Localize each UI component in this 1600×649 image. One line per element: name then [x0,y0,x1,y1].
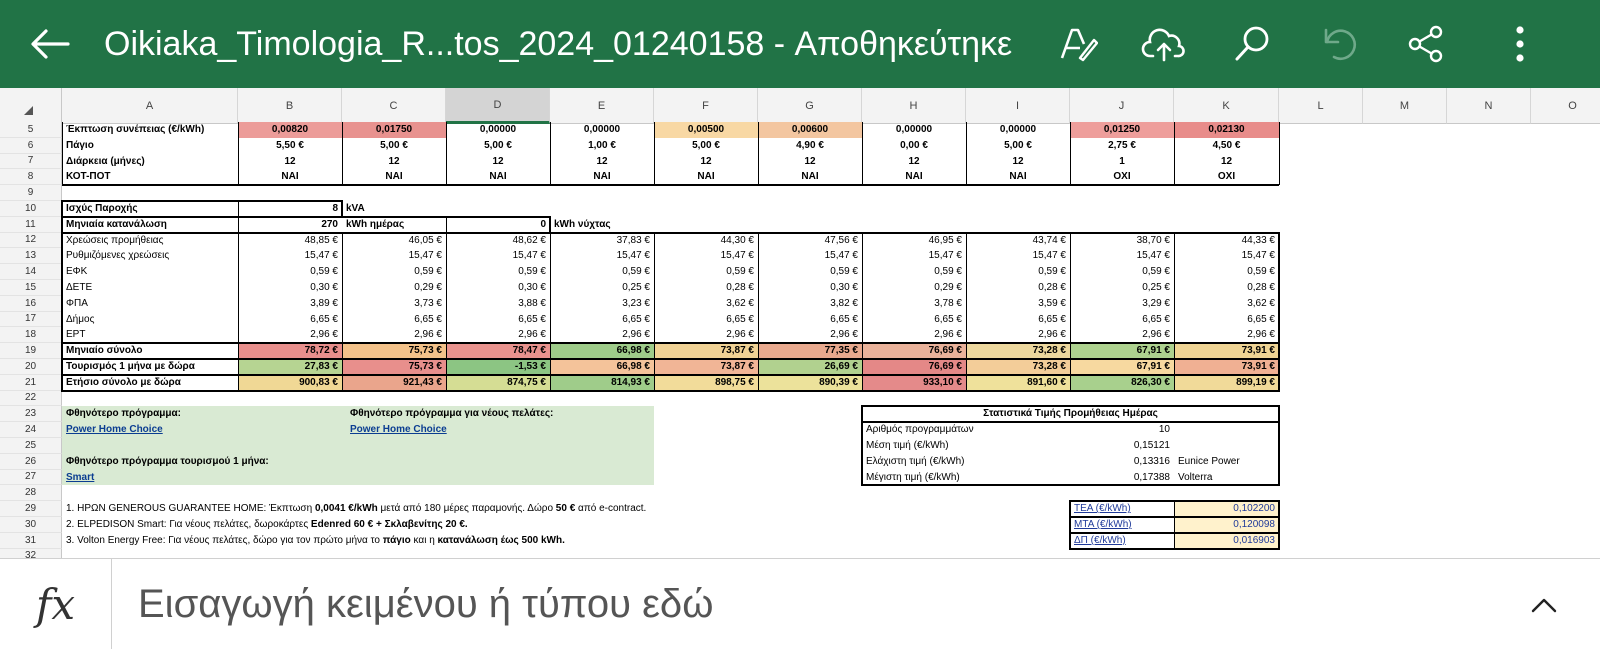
value-cell[interactable]: 933,10 € [923,376,962,388]
stats-value[interactable]: 0,15121 [1133,440,1170,451]
stats-name[interactable] [1174,422,1279,438]
value-cell[interactable]: 2,96 € [830,329,858,341]
value-cell[interactable]: 5,00 € [484,139,512,151]
row-label[interactable]: Δήμος [66,313,95,325]
value-cell[interactable]: 5,50 € [276,139,304,151]
value-cell[interactable]: 3,89 € [310,297,338,309]
formula-bar [0,558,1600,649]
value-cell[interactable]: 0,30 € [830,282,858,293]
row-header-26[interactable]: 26 [0,454,62,470]
levy-value[interactable]: 0,120098 [1233,519,1275,530]
note-part: μετά από 180 μέρες παραμονής. Δώρο [377,503,556,515]
row-label[interactable]: Χρεώσεις προμήθειας [66,234,164,246]
stats-value[interactable]: 10 [1158,424,1170,436]
row-header-15[interactable]: 15 [0,280,62,296]
column-header-m[interactable]: M [1363,88,1447,124]
stats-label[interactable]: Αριθμός προγραμμάτων [866,424,974,436]
value-cell[interactable]: 0,01750 [375,124,413,135]
value-cell[interactable]: 12 [1220,155,1233,167]
value-cell[interactable]: 3,62 € [726,297,754,309]
value-cell[interactable]: 0,29 € [934,282,962,293]
value-cell[interactable]: 67,91 € [1136,345,1170,357]
value-cell[interactable]: 0,59 € [414,266,442,278]
value-cell[interactable]: 15,47 € [1241,250,1275,262]
note-part: κατανάλωση έως 500 kWh. [437,534,565,546]
value-cell[interactable]: 0,30 € [310,282,338,293]
value-cell[interactable]: 78,72 € [304,345,338,357]
value-cell[interactable]: 15,47 € [1032,250,1066,262]
value-cell[interactable]: 6,65 € [622,313,650,325]
column-header-g[interactable]: G [758,88,862,124]
row-label[interactable]: ΕΡΤ [66,329,86,341]
row-header-16[interactable]: 16 [0,296,62,312]
row-header-25[interactable]: 25 [0,438,62,454]
row-header-31[interactable]: 31 [0,533,62,549]
value-cell[interactable]: 12 [908,155,920,167]
value-cell[interactable]: 2,96 € [726,329,754,341]
stats-label[interactable]: Ελάχιστη τιμή (€/kWh) [866,455,965,467]
value-cell[interactable]: 66,98 € [616,345,650,357]
search-icon[interactable] [1226,18,1278,70]
stats-name[interactable]: Volterra [1178,471,1213,483]
row-header-17[interactable]: 17 [0,312,62,328]
value-cell[interactable]: 75,73 € [408,345,442,357]
row-header-27[interactable]: 27 [0,470,62,486]
value-cell[interactable]: 15,47 € [408,250,442,262]
row-header-32[interactable]: 32 [0,549,62,558]
undo-icon[interactable] [1312,18,1364,70]
value-cell[interactable]: 3,73 € [414,297,442,309]
value-cell[interactable]: 2,96 € [1142,329,1170,341]
border-line [1279,122,1280,185]
value-cell[interactable]: 0,28 € [1038,282,1066,293]
value-cell[interactable]: 0,28 € [726,282,754,293]
row-label[interactable]: Μηνιαία κατανάλωση [66,218,167,230]
column-header-c[interactable]: C [342,88,446,124]
value-cell[interactable]: 0,00600 [791,124,829,135]
value-cell[interactable]: 3,23 € [622,297,650,309]
value-cell[interactable]: 0,25 € [1142,282,1170,293]
value-cell[interactable]: 77,35 € [824,345,858,357]
row-header-11[interactable]: 11 [0,217,62,233]
row-header-6[interactable]: 6 [0,138,62,154]
value-cell[interactable]: ΝΑΙ [801,171,819,183]
row-header-9[interactable]: 9 [0,185,62,201]
row-header-19[interactable]: 19 [0,343,62,359]
value-cell[interactable]: ΝΑΙ [281,171,299,183]
unit-cell[interactable]: kWh ημέρας [346,218,405,230]
note[interactable] [62,501,962,517]
row-label[interactable]: Μηνιαίο σύνολο [66,345,143,357]
value-cell[interactable]: 0,59 € [1038,266,1066,278]
value-cell[interactable]: 4,50 € [1212,139,1241,151]
row-header-21[interactable]: 21 [0,375,62,391]
row-label[interactable]: ΕΦΚ [66,266,88,278]
value-cell[interactable]: ΝΑΙ [905,171,923,183]
value-cell[interactable]: 37,83 € [616,234,650,246]
row-label[interactable]: Ετήσιο σύνολο με δώρα [66,376,181,388]
value-cell[interactable]: 2,96 € [414,329,442,341]
stats-title[interactable]: Στατιστικά Τιμής Προμήθειας Ημέρας [983,408,1158,420]
row-label[interactable]: Πάγιο [66,139,94,151]
value-cell[interactable]: 3,78 € [934,297,962,309]
column-header-d[interactable]: D [446,88,550,124]
value-cell[interactable]: 0,59 € [518,266,546,278]
cheapest-link[interactable]: Power Home Choice [66,424,163,436]
value-cell[interactable]: 12 [700,155,712,167]
row-header-8[interactable]: 8 [0,169,62,185]
share-icon[interactable] [1400,18,1452,70]
row-label[interactable]: ΔΕΤΕ [66,282,93,293]
column-header-h[interactable]: H [862,88,966,124]
row-label[interactable]: Τουρισμός 1 μήνα με δώρα [66,361,195,372]
value-cell[interactable]: 5,00 € [692,139,720,151]
value-cell[interactable]: 0,30 € [518,282,546,293]
column-header-b[interactable]: B [238,88,342,124]
value-cell[interactable]: 0,01250 [1103,124,1141,135]
value-cell[interactable]: 6,65 € [310,313,338,325]
stats-label[interactable]: Μέγιστη τιμή (€/kWh) [866,471,960,483]
value-cell[interactable]: ΝΑΙ [1009,171,1027,183]
levy-value[interactable]: 0,102200 [1233,503,1275,515]
document-title[interactable]: Oikiaka_Timologia_R...tos_2024_01240158 - Αποθηκεύτηκε [104,25,1013,63]
cloud-upload-icon[interactable] [1138,18,1190,70]
value-cell[interactable]: 6,65 € [1247,313,1275,325]
note-part: και η [410,534,438,546]
more-icon[interactable] [1494,18,1546,70]
formula-input[interactable]: Εισαγωγή κειμένου ή τύπου εδώ [138,582,714,626]
value-cell[interactable]: 874,75 € [507,376,546,388]
value-cell[interactable]: 66,98 € [616,361,650,372]
value-cell[interactable]: 73,28 € [1032,345,1066,357]
column-header-l[interactable]: L [1279,88,1363,124]
value-cell[interactable]: 826,30 € [1131,376,1170,388]
cheapest-tourism-link[interactable]: Smart [66,471,95,483]
value-cell[interactable]: 48,85 € [304,234,338,246]
value-cell[interactable]: 6,65 € [830,313,858,325]
value-cell[interactable]: 6,65 € [1142,313,1170,325]
value-cell[interactable]: 38,70 € [1136,234,1170,246]
column-header-i[interactable]: I [966,88,1070,124]
value-cell[interactable]: ΟΧΙ [1217,171,1236,183]
value-cell[interactable]: 6,65 € [1038,313,1066,325]
value-cell[interactable]: 0,59 € [1247,266,1275,278]
value-cell[interactable]: 0 [540,218,546,230]
value-cell[interactable]: 27,83 € [304,361,338,372]
value-cell[interactable]: 15,47 € [928,250,962,262]
value-cell[interactable]: 3,62 € [1247,297,1275,309]
value-cell[interactable]: 1,00 € [588,139,616,151]
value-cell[interactable]: 0,00000 [895,124,933,135]
value-cell[interactable]: 43,74 € [1032,234,1066,246]
note-part: Edenred 60 € + Σκλαβενίτης 20 €. [310,519,468,530]
value-cell[interactable]: ΝΑΙ [593,171,611,183]
column-header-j[interactable]: J [1070,88,1174,124]
value-cell[interactable]: 8 [332,203,338,214]
unit-cell[interactable]: kVA [346,203,365,214]
value-cell[interactable]: 12 [284,155,296,167]
value-cell[interactable]: 0,00820 [271,124,309,135]
value-cell[interactable]: 12 [804,155,816,167]
value-cell[interactable]: 4,90 € [796,139,824,151]
stats-value[interactable]: 0,13316 [1133,455,1170,467]
value-cell[interactable]: 26,69 € [824,361,858,372]
cheapest-new-link[interactable]: Power Home Choice [350,424,447,436]
note-part: 2. ELPEDISON Smart: Για νέους πελάτες, δωροκάρτες [66,519,311,530]
note[interactable] [62,533,962,549]
value-cell[interactable]: 1 [1119,155,1125,167]
spreadsheet-grid[interactable] [0,88,1600,558]
value-cell[interactable]: 0,28 € [1247,282,1275,293]
row-header-12[interactable]: 12 [0,233,62,249]
value-cell[interactable]: 0,00500 [687,124,725,135]
value-cell[interactable]: 76,69 € [928,361,962,372]
value-cell[interactable]: ΝΑΙ [489,171,507,183]
value-cell[interactable]: 73,87 € [720,345,754,357]
value-cell[interactable]: 921,43 € [403,376,442,388]
back-arrow-icon[interactable] [24,18,76,70]
note-part: 50 € [555,503,576,515]
value-cell[interactable]: 3,59 € [1038,297,1066,309]
value-cell[interactable]: 73,91 € [1241,345,1275,357]
column-header-k[interactable]: K [1174,88,1279,124]
column-header-o[interactable]: O [1531,88,1600,124]
value-cell[interactable]: 900,83 € [299,376,338,388]
value-cell[interactable]: 891,60 € [1027,376,1066,388]
value-cell[interactable]: 6,65 € [726,313,754,325]
fx-icon[interactable]: fx [0,559,112,649]
value-cell[interactable]: 899,19 € [1236,376,1275,388]
value-cell[interactable]: 15,47 € [304,250,338,262]
unit-cell[interactable]: kWh νύχτας [554,218,611,230]
row-header-22[interactable]: 22 [0,391,62,407]
note-part: 1. ΗΡΩΝ GENEROUS GUARANTEE HOME: Έκπτωση [66,503,315,515]
value-cell[interactable]: 6,65 € [518,313,546,325]
row-label[interactable]: Ρυθμιζόμενες χρεώσεις [66,250,170,262]
value-cell[interactable]: 2,96 € [1247,329,1275,341]
value-cell[interactable]: 2,96 € [310,329,338,341]
value-cell[interactable]: 44,30 € [720,234,754,246]
stats-name[interactable] [1174,438,1279,454]
value-cell[interactable]: 0,00 € [900,139,928,151]
value-cell[interactable]: ΝΑΙ [697,171,715,183]
value-cell[interactable]: 46,05 € [408,234,442,246]
note-part: πάγιο [382,534,411,546]
value-cell[interactable]: 48,62 € [512,234,546,246]
value-cell[interactable]: 0,59 € [726,266,754,278]
cheapest-new-label[interactable]: Φθηνότερο πρόγραμμα για νέους πελάτες: [350,408,554,420]
value-cell[interactable]: 47,56 € [824,234,858,246]
value-cell[interactable]: ΟΧΙ [1113,171,1131,183]
row-label[interactable]: ΦΠΑ [66,297,88,309]
value-cell[interactable]: 6,65 € [934,313,962,325]
row-header-18[interactable]: 18 [0,327,62,343]
app-bar [0,0,1600,88]
row-header-29[interactable]: 29 [0,501,62,517]
row-header-23[interactable]: 23 [0,406,62,422]
value-cell[interactable]: 15,47 € [616,250,650,262]
note[interactable] [62,517,962,533]
row-header-14[interactable]: 14 [0,264,62,280]
value-cell[interactable]: 12 [596,155,608,167]
value-cell[interactable]: 3,88 € [518,297,546,309]
row-label[interactable]: Έκπτωση συνέπειας (€/kWh) [66,124,205,135]
value-cell[interactable]: 0,59 € [310,266,338,278]
stats-value[interactable]: 0,17388 [1133,471,1170,483]
value-cell[interactable]: 15,47 € [512,250,546,262]
cheapest-label[interactable]: Φθηνότερο πρόγραμμα: [66,408,181,420]
value-cell[interactable]: 46,95 € [928,234,962,246]
value-cell[interactable]: 15,47 € [720,250,754,262]
row-header-30[interactable]: 30 [0,517,62,533]
levy-label[interactable]: ΤΕΑ (€/kWh) [1074,503,1131,515]
value-cell[interactable]: 78,47 € [512,345,546,357]
value-cell[interactable]: ΝΑΙ [385,171,403,183]
row-header-7[interactable]: 7 [0,154,62,170]
value-cell[interactable]: 2,96 € [934,329,962,341]
column-header-n[interactable]: N [1447,88,1531,124]
value-cell[interactable]: 75,73 € [408,361,442,372]
levy-label[interactable]: ΔΠ (€/kWh) [1074,534,1126,546]
value-cell[interactable]: 0,02130 [1208,124,1245,135]
cheapest-tourism-label[interactable]: Φθηνότερο πρόγραμμα τουρισμού 1 μήνα: [66,455,269,467]
value-cell[interactable]: 0,29 € [414,282,442,293]
levy-value[interactable]: 0,016903 [1233,534,1275,546]
value-cell[interactable]: 67,91 € [1136,361,1170,372]
row-header-10[interactable]: 10 [0,201,62,217]
value-cell[interactable]: 898,75 € [715,376,754,388]
column-header-f[interactable]: F [654,88,758,124]
value-cell[interactable]: 12 [492,155,504,167]
value-cell[interactable]: 2,96 € [622,329,650,341]
value-cell[interactable]: 44,33 € [1241,234,1275,246]
row-header-13[interactable]: 13 [0,248,62,264]
value-cell[interactable]: 3,29 € [1142,297,1170,309]
value-cell[interactable]: 270 [321,218,338,230]
column-header-e[interactable]: E [550,88,654,124]
stats-label[interactable]: Μέση τιμή (€/kWh) [866,440,949,451]
value-cell[interactable]: 6,65 € [414,313,442,325]
value-cell[interactable]: 0,00000 [999,124,1037,135]
value-cell[interactable]: 3,82 € [830,297,858,309]
edit-icon[interactable] [1052,18,1104,70]
value-cell[interactable]: 2,96 € [1038,329,1066,341]
row-label[interactable]: Διάρκεια (μήνες) [66,155,145,167]
value-cell[interactable]: 0,25 € [622,282,650,293]
row-header-5[interactable]: 5 [0,122,62,138]
value-cell[interactable]: 15,47 € [824,250,858,262]
value-cell[interactable]: 0,59 € [622,266,650,278]
value-cell[interactable]: 0,59 € [1142,266,1170,278]
value-cell[interactable]: -1,53 € [514,361,546,372]
row-label[interactable]: ΚΟΤ-ΠΟΤ [66,171,111,183]
note-part: 3. Volton Energy Free: Για νέους πελάτες, δώρο για τον πρώτο μήνα το [66,534,383,546]
value-cell[interactable]: 2,96 € [518,329,546,341]
column-header-a[interactable]: A [62,88,238,124]
select-all-corner[interactable] [0,88,62,124]
value-cell[interactable]: 73,91 € [1241,361,1275,372]
value-cell[interactable]: 0,00000 [583,124,621,135]
value-cell[interactable]: 12 [1012,155,1024,167]
value-cell[interactable]: 0,00000 [479,124,517,135]
value-cell[interactable]: 73,28 € [1032,361,1066,372]
value-cell[interactable]: 890,39 € [819,376,858,388]
value-cell[interactable]: 12 [388,155,400,167]
value-cell[interactable]: 5,00 € [380,139,408,151]
value-cell[interactable]: 2,75 € [1108,139,1136,151]
value-cell[interactable]: 76,69 € [928,345,962,357]
stats-name[interactable]: Eunice Power [1178,455,1240,467]
row-label[interactable]: Ισχύς Παροχής [66,203,138,214]
value-cell[interactable]: 0,59 € [934,266,962,278]
chevron-up-icon[interactable] [1524,585,1564,625]
levy-label[interactable]: ΜΤΑ (€/kWh) [1074,519,1132,530]
row-header-24[interactable]: 24 [0,422,62,438]
row-header-20[interactable]: 20 [0,359,62,375]
value-cell[interactable]: 5,00 € [1004,139,1032,151]
row-header-28[interactable]: 28 [0,485,62,501]
value-cell[interactable]: 73,87 € [720,361,754,372]
value-cell[interactable]: 15,47 € [1136,250,1170,262]
value-cell[interactable]: 814,93 € [611,376,650,388]
note-part: από e-contract. [575,503,647,515]
note-part: 0,0041 €/kWh [314,503,378,515]
value-cell[interactable]: 0,59 € [830,266,858,278]
